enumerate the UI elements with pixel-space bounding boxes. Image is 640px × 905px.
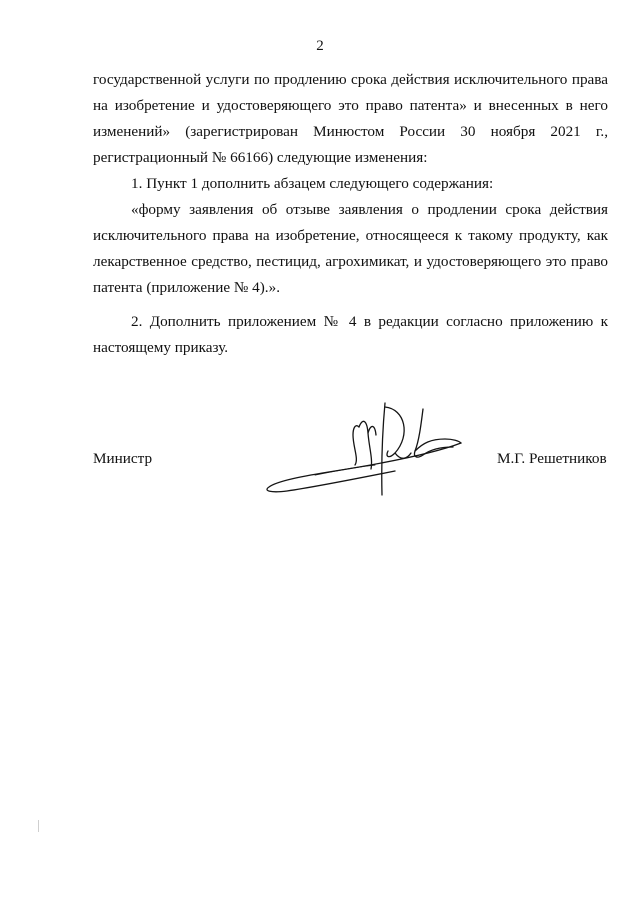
paragraph-text: «форму заявления об отзыве заявления о продлении срока действия исключительного права на изобретение, относящееся к такому продукту, как лекарственное средство, пестицид, агрохимикат, и удостоверяющего это право патента (приложение № 4).». bbox=[93, 201, 608, 296]
paragraph-quoted-addition bbox=[93, 197, 608, 301]
paragraph-item-2 bbox=[93, 309, 608, 361]
paragraph-text: государственной услуги по продлению срока действия исключительного права на изобретение и удостоверяющего это право патента» и внесенных в него изменений» (зарегистрирован Минюстом России 30 ноября 2021 г., регистрационный № 66166) следующие изменения: bbox=[93, 71, 608, 166]
signatory-name: М.Г. Решетников bbox=[497, 450, 607, 467]
handwritten-signature bbox=[255, 395, 475, 505]
paragraph-text: 1. Пункт 1 дополнить абзацем следующего содержания: bbox=[131, 175, 494, 192]
page-number: 2 bbox=[316, 38, 324, 54]
signatory-role: Министр bbox=[93, 450, 153, 467]
paragraph-continuation bbox=[93, 67, 608, 171]
paragraph-text: 2. Дополнить приложением № 4 в редакции согласно приложению к настоящему приказу. bbox=[93, 313, 608, 356]
scan-artifact-line bbox=[38, 820, 39, 832]
paragraph-item-1 bbox=[93, 171, 608, 197]
